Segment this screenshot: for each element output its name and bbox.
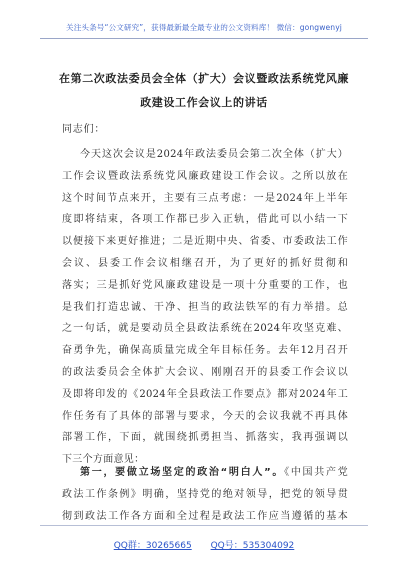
body-line: 这个时间节点来开，主要有三点考虑：一是2024年上半年 — [62, 192, 348, 204]
body-line: 作任务有了具体的部署与要求，今天的会议我就不再具体 — [62, 410, 348, 422]
qq-group-link[interactable]: QQ群：30265665 — [113, 541, 192, 551]
document-title-line-2: 政建设工作会议上的讲话 — [140, 96, 268, 109]
point-one-heading: 第一，要做立场坚定的政治“明白人”。 — [80, 467, 285, 478]
body-line: 的政法委员会全体扩大会议、刚刚召开的县委工作会议以 — [62, 367, 348, 378]
body-line: 是我们打造忠诚、干净、担当的政法铁军的有力举措。总 — [62, 301, 348, 313]
body-line: 下三个方面意见： — [62, 454, 145, 466]
document-title-line-1: 在第二次政法委员会全体（扩大）会议暨政法系统党风廉 — [59, 72, 349, 85]
body-line: 工作会议暨政法系统党风廉政建设工作会议。之所以放在 — [62, 170, 348, 182]
footer-contact — [0, 538, 408, 551]
point-one-text: 《中国共产党 — [284, 467, 348, 478]
body-line: 之一句话，就是要动员全县政法系统在2024年攻坚克难、 — [62, 323, 348, 335]
body-line: 部署工作，下面，就围绕抓勇担当、抓落实，我再强调以 — [62, 432, 348, 444]
body-line: 彻到政法工作各方面和全过程是政法工作应当遵循的基本 — [62, 511, 348, 522]
body-line: 政法工作条例》明确，坚持党的绝对领导，把党的领导贯 — [62, 489, 348, 500]
header-divider — [40, 38, 368, 39]
body-line: 会议、县委工作会议相继召开，为了更好的抓好贯彻和 — [62, 258, 348, 269]
body-line: 以便接下来更好推进；二是近期中央、省委、市委政法工作 — [62, 236, 348, 248]
point-one-line — [80, 463, 348, 478]
qq-number-link[interactable]: QQ号：535304092 — [210, 541, 295, 551]
body-line: 奋勇争先，确保高质量完成全年目标任务。去年12月召开 — [62, 345, 348, 357]
body-line: 及即将印发的《2024年全县政法工作要点》都对2024年工 — [62, 388, 348, 400]
header-promo-text: 关注头条号“公文研究”，获得最新最全最专业的公文资料库！ 微信：gongwenyj — [66, 23, 342, 32]
body-line: 度即将结束，各项工作都已步入正轨，借此可以小结一下 — [62, 214, 348, 226]
salutation: 同志们： — [62, 124, 106, 135]
footer-divider — [40, 525, 368, 526]
body-line: 今天这次会议是2024年政法委员会第二次全体（扩大） — [80, 149, 348, 160]
body-line: 落实；三是抓好党风廉政建设是一项十分重要的工作，也 — [62, 279, 348, 291]
